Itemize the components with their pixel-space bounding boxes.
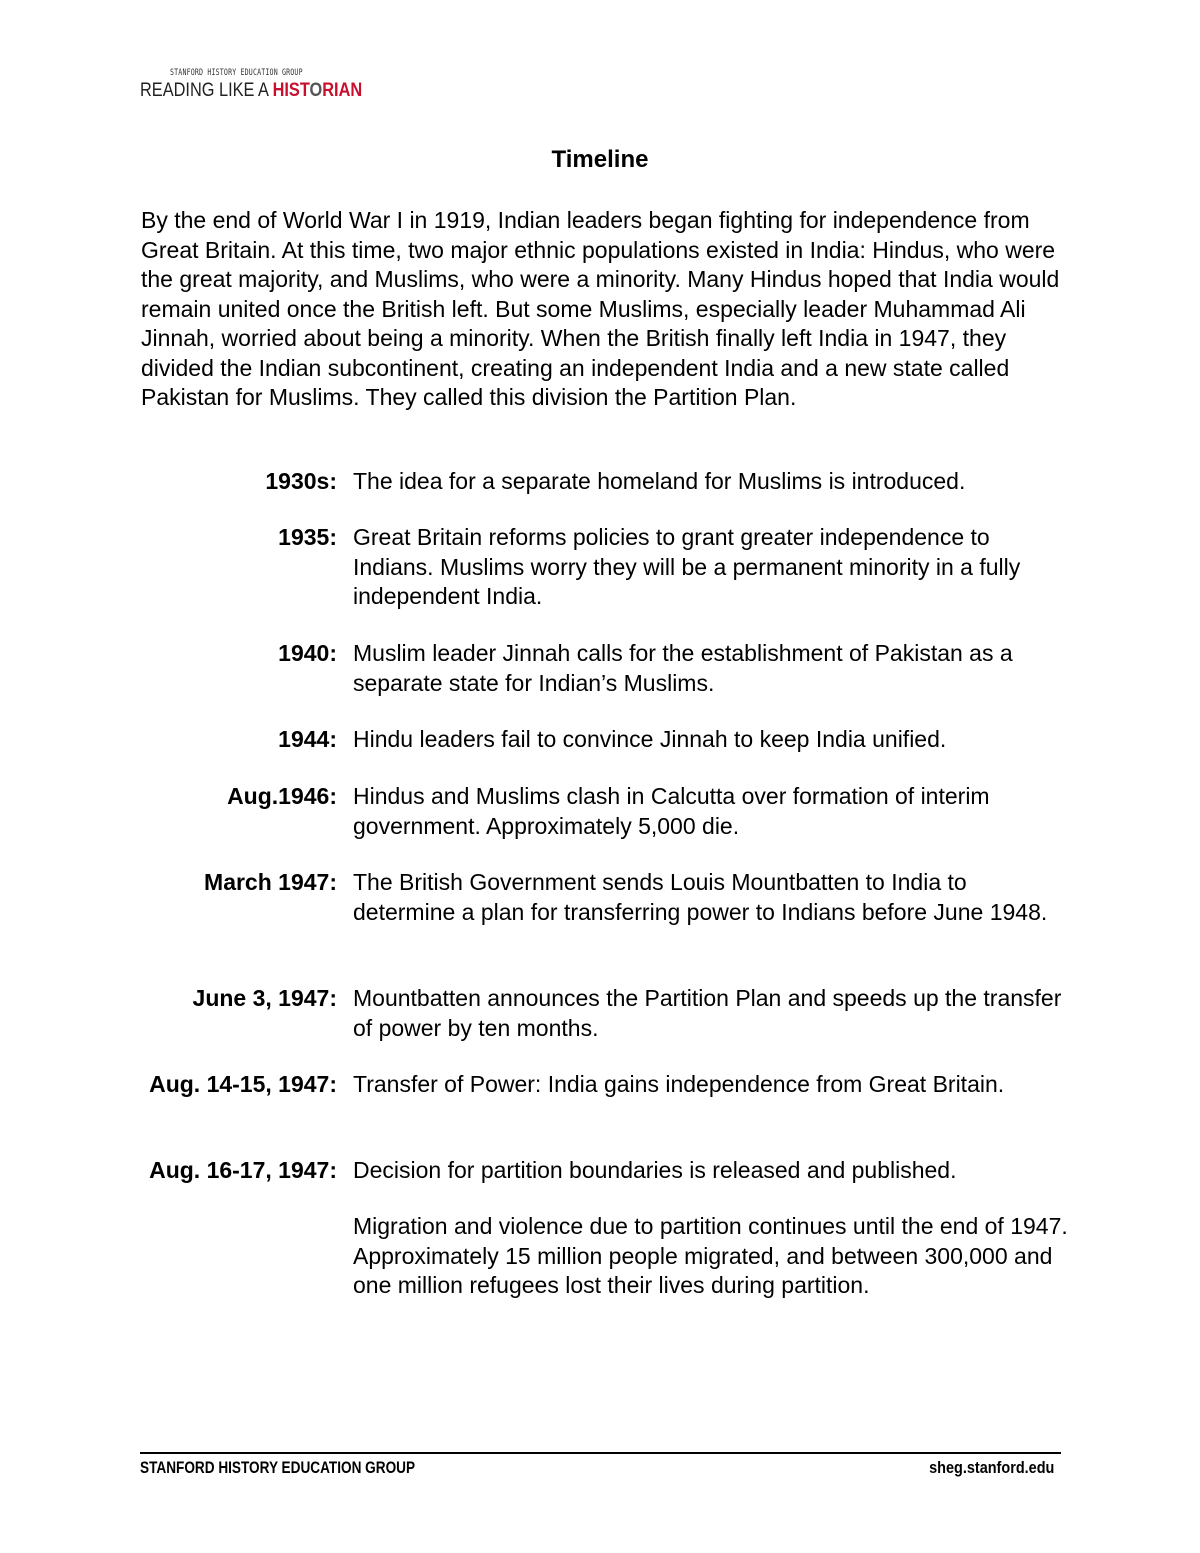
footer-divider bbox=[140, 1452, 1061, 1454]
timeline-text: Great Britain reforms policies to grant greater independence to Indians. Muslims worry they will be a permanent minority in a fully independent India. bbox=[353, 524, 1021, 609]
magnifier-icon: O bbox=[309, 80, 323, 101]
timeline-date: June 3, 1947: bbox=[192, 985, 337, 1011]
timeline-text: Transfer of Power: India gains independence from Great Britain. bbox=[353, 1071, 1005, 1097]
footer-organization: STANFORD HISTORY EDUCATION GROUP bbox=[140, 1458, 416, 1477]
timeline-text: The British Government sends Louis Mountbatten to India to determine a plan for transferring power to Indians before June 1948. bbox=[353, 869, 1048, 925]
timeline-text: Mountbatten announces the Partition Plan and speeds up the transfer of power by ten months. bbox=[353, 985, 1062, 1041]
timeline-date: 1940: bbox=[278, 640, 337, 666]
timeline-text: Decision for partition boundaries is released and published. bbox=[353, 1157, 957, 1183]
timeline-date: Aug. 16-17, 1947: bbox=[149, 1157, 337, 1183]
footer-website: sheg.stanford.edu bbox=[928, 1458, 1054, 1477]
timeline-text: The idea for a separate homeland for Muslims is introduced. bbox=[353, 468, 966, 494]
logo-wordmark-accent2: RIAN bbox=[322, 80, 363, 101]
timeline-date: 1930s: bbox=[265, 468, 337, 494]
timeline-text: Hindu leaders fail to convince Jinnah to keep India unified. bbox=[353, 726, 947, 752]
timeline-date: 1944: bbox=[278, 726, 337, 752]
logo-wordmark-accent1: HIST bbox=[272, 80, 310, 101]
timeline-text: Muslim leader Jinnah calls for the establishment of Pakistan as a separate state for Indian’s Muslims. bbox=[353, 640, 1013, 696]
timeline-date: Aug.1946: bbox=[227, 783, 337, 809]
timeline-date: Aug. 14-15, 1947: bbox=[149, 1071, 337, 1097]
timeline-text: Migration and violence due to partition continues until the end of 1947. Approximately 15 million people migrated, and between 300,000 and one million refugees lost their lives during partition. bbox=[353, 1213, 1068, 1298]
page-title: Timeline bbox=[551, 146, 649, 173]
timeline-text: Hindus and Muslims clash in Calcutta over formation of interim government. Approximately 5,000 die. bbox=[353, 783, 990, 839]
logo-subtitle: STANFORD HISTORY EDUCATION GROUP bbox=[170, 68, 303, 78]
logo-wordmark-part1: READING LIKE A bbox=[140, 80, 273, 101]
timeline-date: 1935: bbox=[278, 524, 337, 550]
timeline-date: March 1947: bbox=[204, 869, 337, 895]
intro-paragraph: By the end of World War I in 1919, Indian leaders began fighting for independence from Great Britain. At this time, two major ethnic populations existed in India: Hindus, who were the great majority, and Muslims, who were a minority. Many Hindus hoped that India would remain united once the British left. But some Muslims, especially leader Muhammad Ali Jinnah, worried about being a minority. When the British finally left India in 1947, they divided the Indian subcontinent, creating an independent India and a new state called Pakistan for Muslims. They called this division the Partition Plan. bbox=[141, 207, 1060, 410]
